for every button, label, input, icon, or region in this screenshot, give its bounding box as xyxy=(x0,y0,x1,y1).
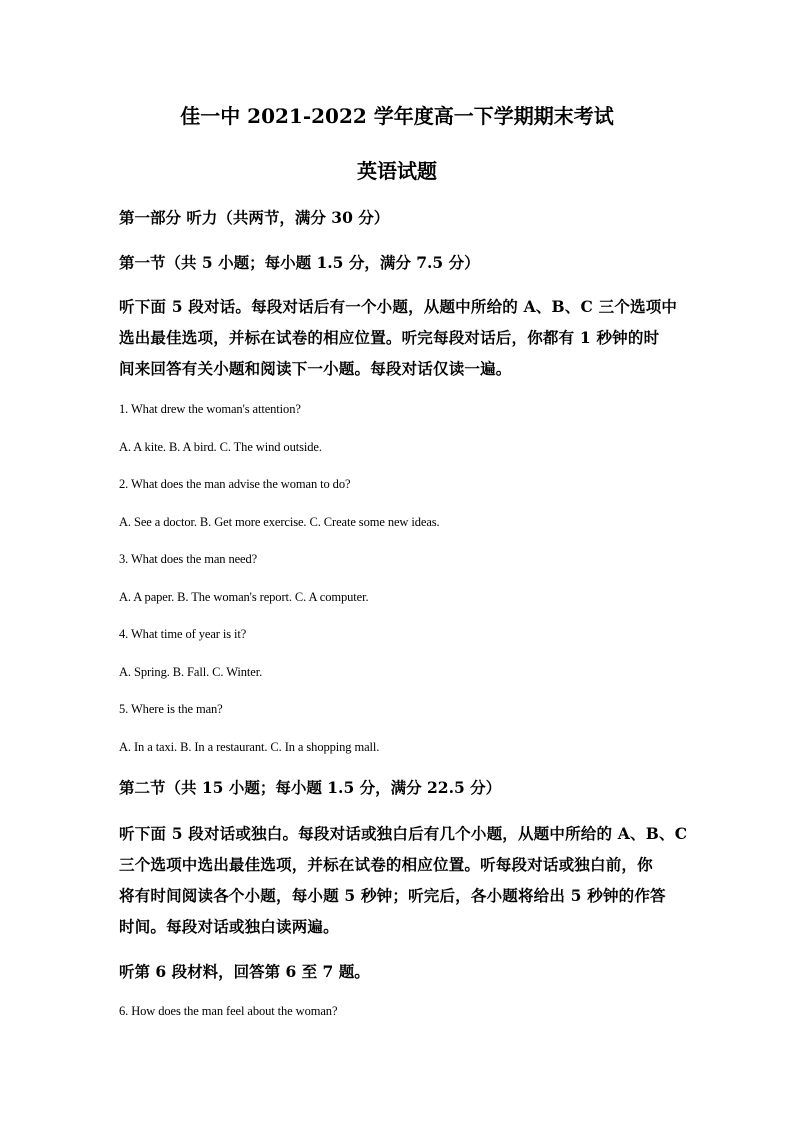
question-1: 1. What drew the woman's attention? xyxy=(119,402,301,416)
exam-subtitle: 英语试题 xyxy=(357,159,437,183)
material6-heading: 听第 6 段材料，回答第 6 至 7 题。 xyxy=(119,962,370,981)
section2-instruction-line: 三个选项中选出最佳选项，并标在试卷的相应位置。听每段对话或独白前，你 xyxy=(119,855,653,874)
section2-heading: 第二节（共 15 小题；每小题 1.5 分，满分 22.5 分） xyxy=(119,778,502,797)
question-5-options: A. In a taxi. B. In a restaurant. C. In a shopping mall. xyxy=(119,740,380,754)
section1-instruction-line: 听下面 5 段对话。每段对话后有一个小题，从题中所给的 A、B、C 三个选项中 xyxy=(119,297,678,316)
part1-heading: 第一部分 听力（共两节，满分 30 分） xyxy=(119,208,390,227)
question-4: 4. What time of year is it? xyxy=(119,627,247,641)
section1-heading: 第一节（共 5 小题；每小题 1.5 分，满分 7.5 分） xyxy=(119,253,480,272)
question-4-options: A. Spring. B. Fall. C. Winter. xyxy=(119,665,263,679)
question-6: 6. How does the man feel about the woman? xyxy=(119,1004,338,1018)
question-5: 5. Where is the man? xyxy=(119,702,223,716)
question-2-options: A. See a doctor. B. Get more exercise. C. Create some new ideas. xyxy=(119,515,440,529)
section1-instruction-line: 选出最佳选项，并标在试卷的相应位置。听完每段对话后，你都有 1 秒钟的时 xyxy=(119,328,660,347)
section2-instruction-line: 听下面 5 段对话或独白。每段对话或独白后有几个小题，从题中所给的 A、B、C xyxy=(119,824,688,843)
exam-title: 佳一中 2021-2022 学年度高一下学期期末考试 xyxy=(180,104,614,128)
section2-instruction-line: 将有时间阅读各个小题，每小题 5 秒钟；听完后，各小题将给出 5 秒钟的作答 xyxy=(119,886,666,905)
section1-instruction-line: 间来回答有关小题和阅读下一小题。每段对话仅读一遍。 xyxy=(119,359,512,378)
question-1-options: A. A kite. B. A bird. C. The wind outside. xyxy=(119,440,322,454)
question-2: 2. What does the man advise the woman to do? xyxy=(119,477,351,491)
section2-instruction-line: 时间。每段对话或独白读两遍。 xyxy=(119,917,339,936)
question-3: 3. What does the man need? xyxy=(119,552,258,566)
question-3-options: A. A paper. B. The woman's report. C. A computer. xyxy=(119,590,369,604)
